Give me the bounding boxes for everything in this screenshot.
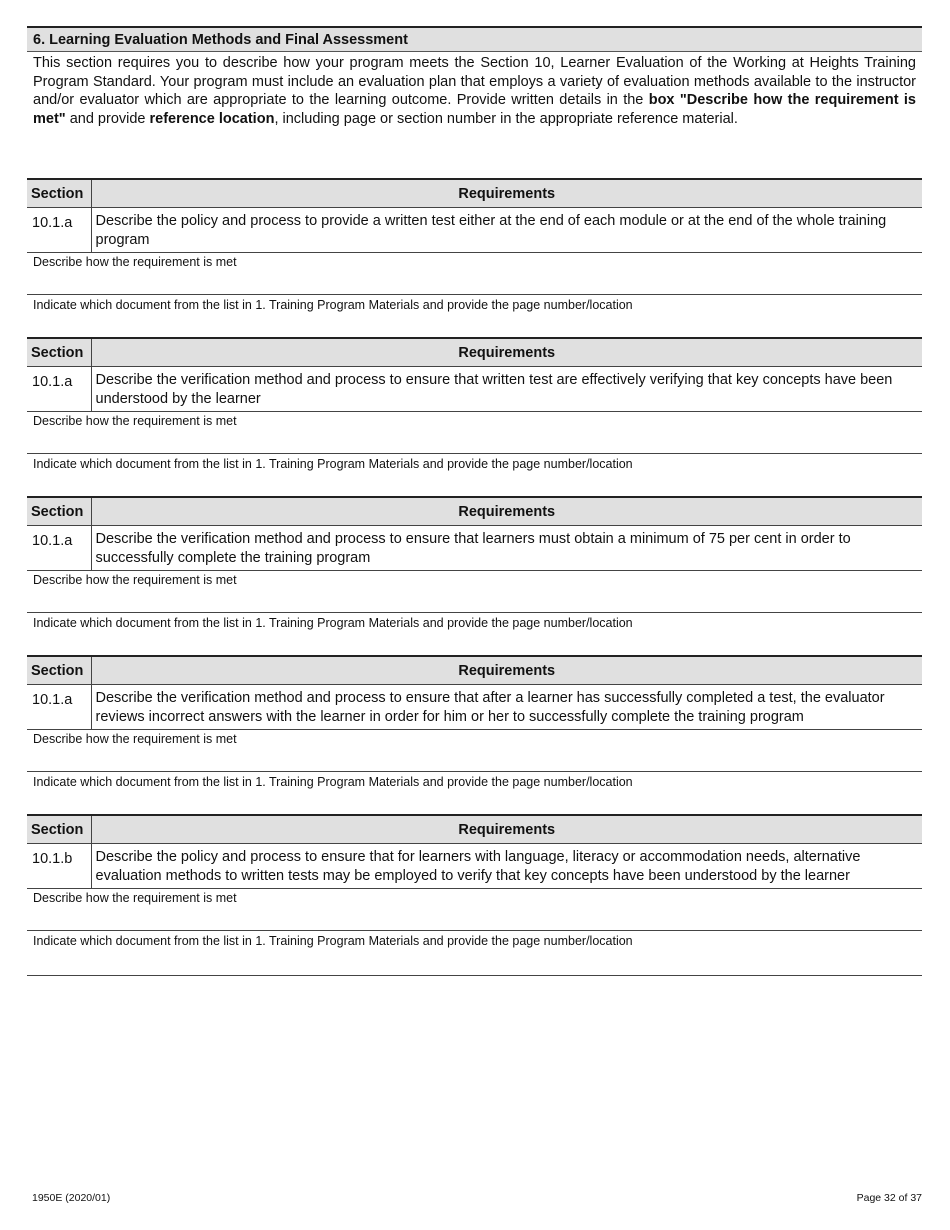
section-column-header: Section	[27, 656, 91, 685]
requirement-table	[27, 178, 922, 253]
answer-field-label: Describe how the requirement is met	[33, 255, 237, 269]
document-reference-field[interactable]	[27, 772, 922, 797]
requirement-block	[27, 496, 922, 638]
requirement-code: 10.1.b	[27, 844, 91, 889]
form-page	[27, 26, 922, 993]
requirement-code: 10.1.a	[27, 367, 91, 412]
requirement-block	[27, 178, 922, 320]
document-reference-field[interactable]	[27, 454, 922, 479]
answer-field[interactable]	[27, 571, 922, 613]
section-intro: This section requires you to describe how your program meets the Section 10, Learner Evaluation of the Working at Heights Training Program Standard. Your program must include an evaluation plan that employs a variety of evaluation methods available to the instructor and/or evaluator which are appropriate to the learning outcome. Provide written details in the box "Describe how the requirement is met" and provide reference location, including page or section number in the appropriate reference material.	[33, 55, 916, 127]
section-column-header: Section	[27, 815, 91, 844]
requirement-table	[27, 814, 922, 889]
section-heading: 6. Learning Evaluation Methods and Final Assessment	[27, 26, 922, 52]
requirement-text: Describe the verification method and process to ensure that after a learner has successfully completed a test, the evaluator reviews incorrect answers with the learner in order for him or her to successfully complete the training program	[91, 685, 922, 730]
answer-field-label: Describe how the requirement is met	[33, 732, 237, 746]
requirements-column-header: Requirements	[91, 179, 922, 208]
requirement-code: 10.1.a	[27, 685, 91, 730]
requirement-text: Describe the policy and process to ensure that for learners with language, literacy or accommodation needs, alternative evaluation methods to written tests may be employed to verify that key concepts have been understood by the learner	[91, 844, 922, 889]
answer-field[interactable]	[27, 730, 922, 772]
section-column-header: Section	[27, 338, 91, 367]
document-reference-field[interactable]	[27, 613, 922, 638]
document-reference-label: Indicate which document from the list in 1. Training Program Materials and provide the page number/location	[33, 457, 633, 471]
requirement-text: Describe the policy and process to provide a written test either at the end of each module or at the end of the whole training program	[91, 208, 922, 253]
requirement-code: 10.1.a	[27, 208, 91, 253]
document-reference-field[interactable]	[27, 931, 922, 976]
form-id: 1950E (2020/01)	[32, 1192, 111, 1204]
requirement-text: Describe the verification method and process to ensure that written test are effectively verifying that key concepts have been understood by the learner	[91, 367, 922, 412]
requirement-block	[27, 337, 922, 479]
answer-field-label: Describe how the requirement is met	[33, 573, 237, 587]
document-reference-label: Indicate which document from the list in 1. Training Program Materials and provide the page number/location	[33, 934, 633, 948]
requirement-table	[27, 337, 922, 412]
requirement-block	[27, 655, 922, 797]
answer-field[interactable]	[27, 253, 922, 295]
requirement-table	[27, 655, 922, 730]
requirements-column-header: Requirements	[91, 338, 922, 367]
document-reference-label: Indicate which document from the list in 1. Training Program Materials and provide the page number/location	[33, 616, 633, 630]
document-reference-label: Indicate which document from the list in 1. Training Program Materials and provide the page number/location	[33, 298, 633, 312]
answer-field[interactable]	[27, 889, 922, 931]
requirement-table	[27, 496, 922, 571]
requirements-column-header: Requirements	[91, 815, 922, 844]
requirements-column-header: Requirements	[91, 497, 922, 526]
requirement-code: 10.1.a	[27, 526, 91, 571]
page-number: Page 32 of 37	[856, 1192, 922, 1204]
requirement-block	[27, 814, 922, 976]
section-column-header: Section	[27, 179, 91, 208]
requirements-column-header: Requirements	[91, 656, 922, 685]
requirement-text: Describe the verification method and process to ensure that learners must obtain a minimum of 75 per cent in order to successfully complete the training program	[91, 526, 922, 571]
answer-field-label: Describe how the requirement is met	[33, 891, 237, 905]
answer-field[interactable]	[27, 412, 922, 454]
document-reference-field[interactable]	[27, 295, 922, 320]
document-reference-label: Indicate which document from the list in 1. Training Program Materials and provide the page number/location	[33, 775, 633, 789]
answer-field-label: Describe how the requirement is met	[33, 414, 237, 428]
section-column-header: Section	[27, 497, 91, 526]
